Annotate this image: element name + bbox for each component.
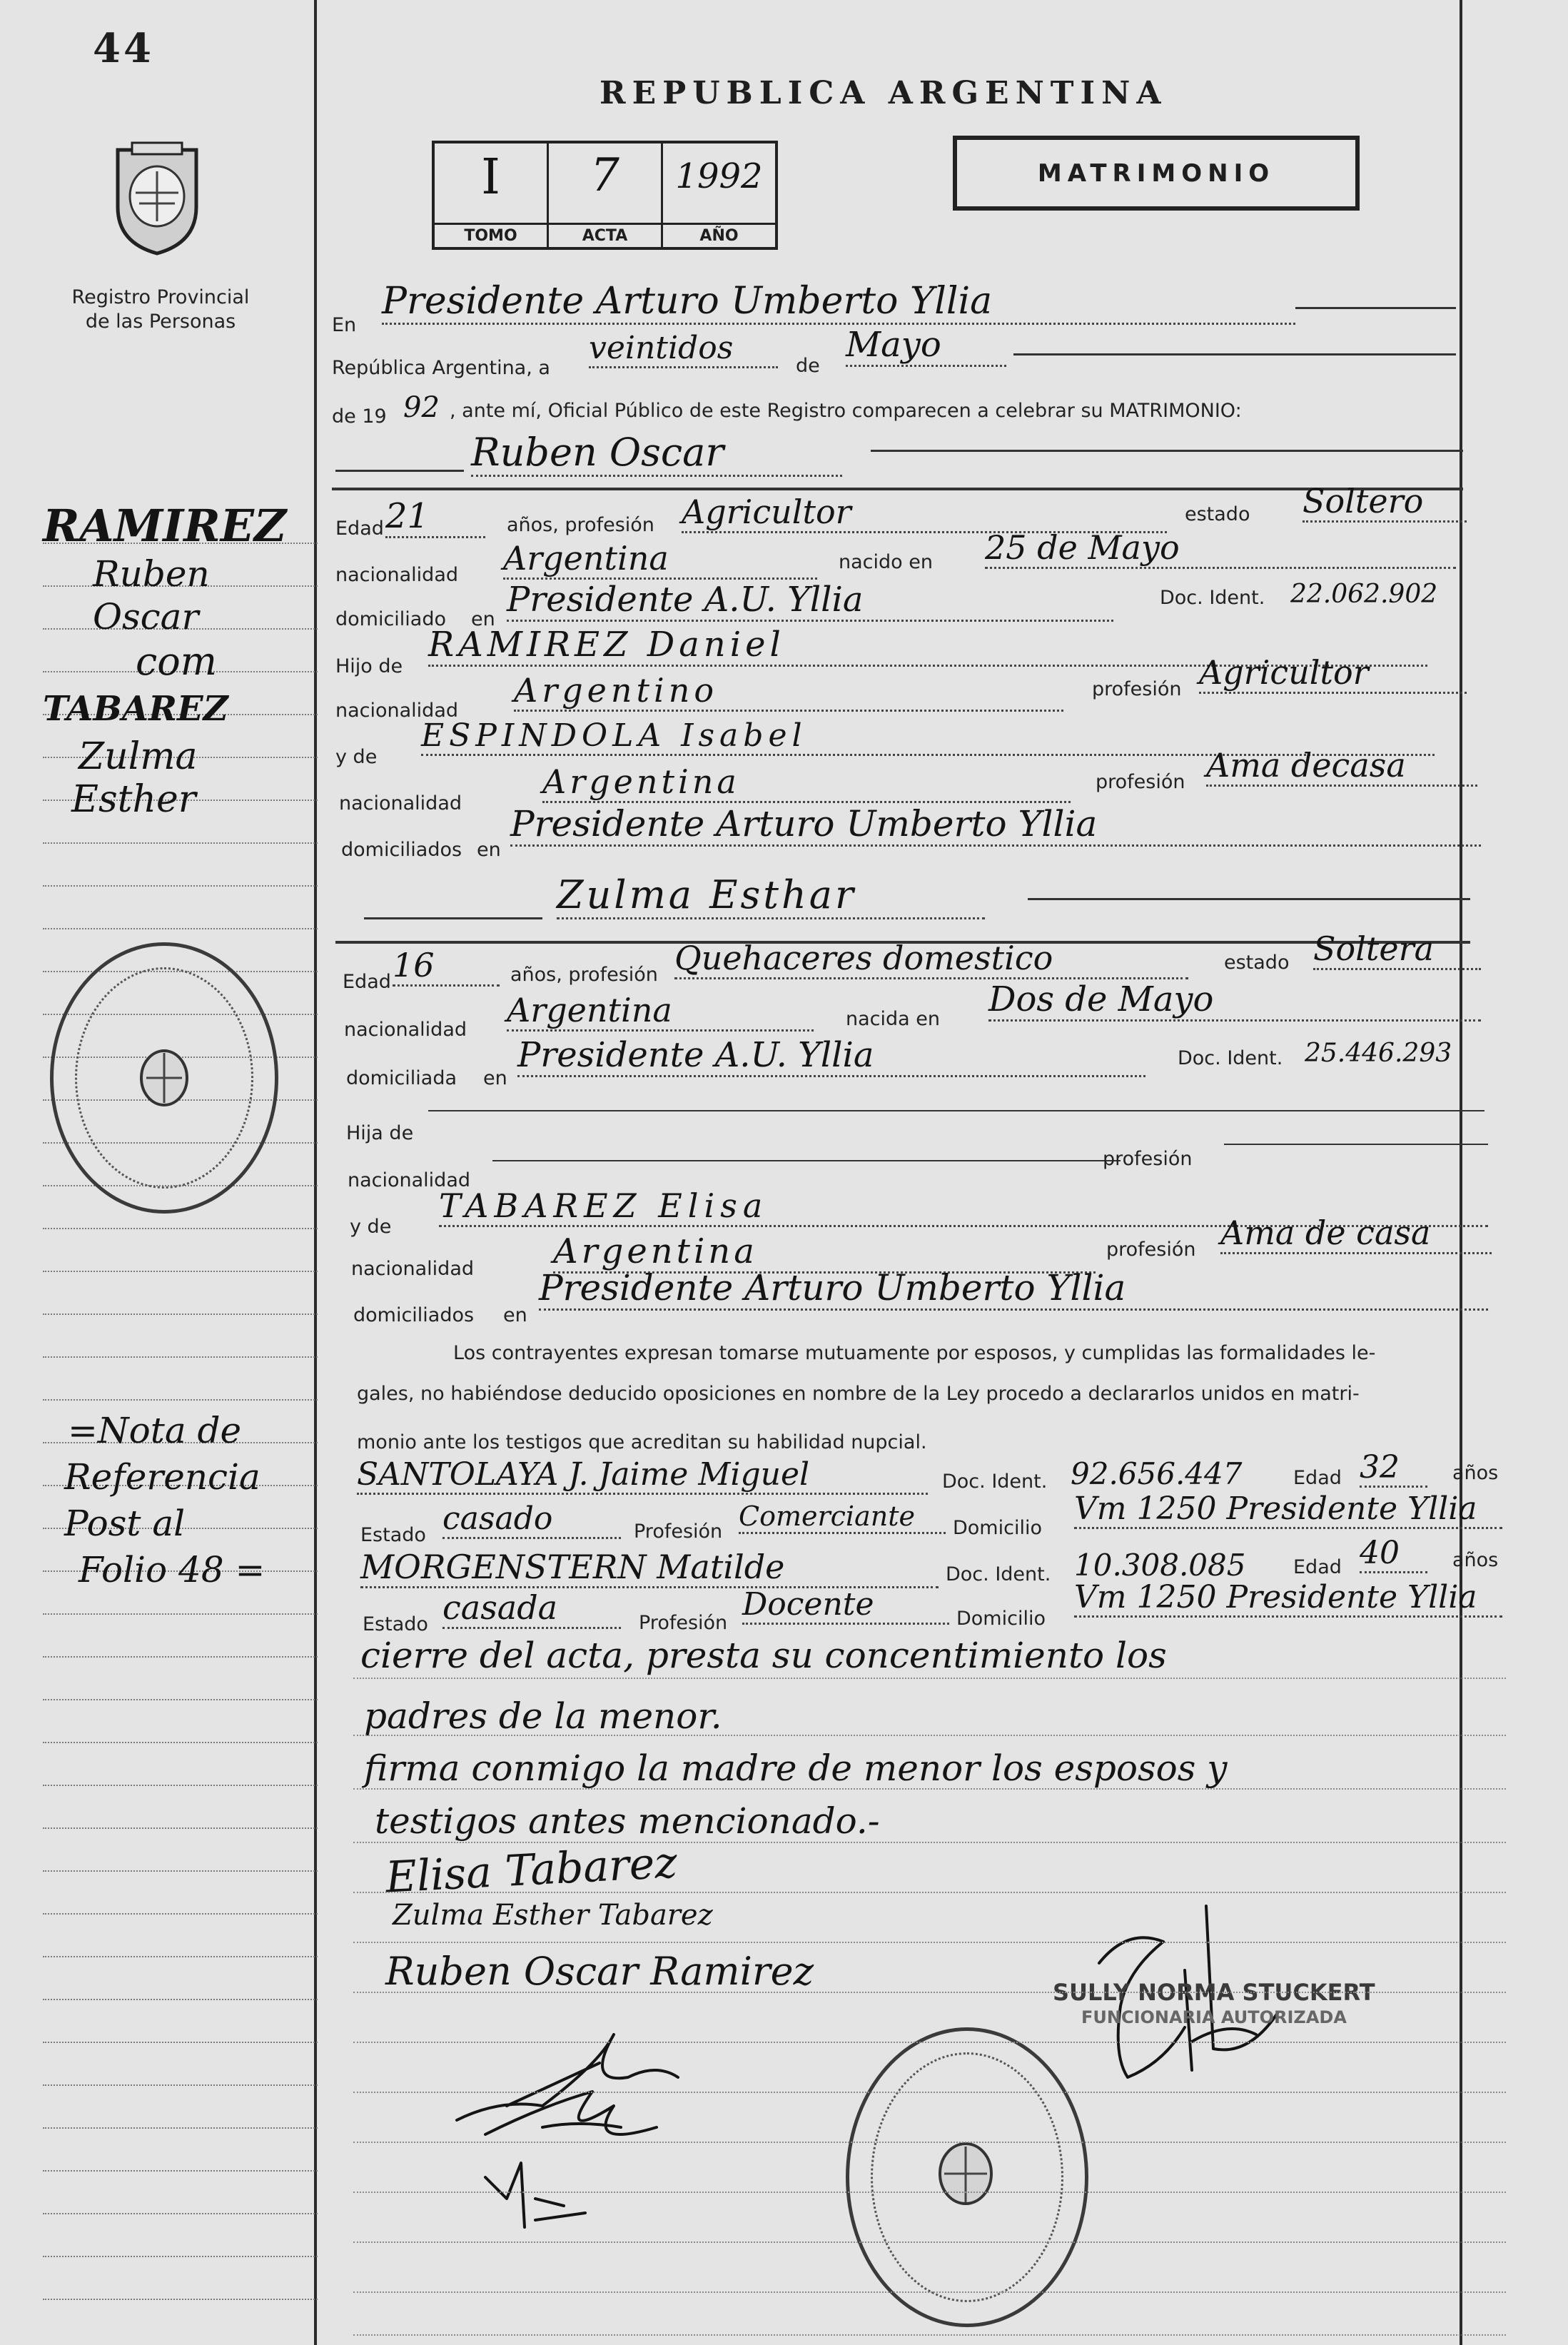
margin-ruled-line (43, 1785, 318, 1786)
body-ruled-line (353, 2241, 1506, 2243)
margin-ruled-line (43, 2084, 318, 2086)
year-suffix: 92 (403, 391, 440, 424)
groom-doc: 22.062.902 (1290, 580, 1438, 609)
groom-parents-en-label: en (477, 839, 501, 861)
witness-2-age-label: Edad (1293, 1556, 1342, 1578)
coat-of-arms-icon (934, 2138, 998, 2209)
groom-father-profession: Agricultor (1199, 653, 1467, 694)
witness-2-doc: 10.308.085 (1074, 1548, 1246, 1583)
acta-value: 7 (590, 149, 619, 202)
witness-2-name: MORGENSTERN Matilde (360, 1548, 939, 1588)
day-field: veintidos (589, 330, 778, 368)
groom-anos-profesion-label: años, profesión (507, 514, 654, 536)
bride-father-nationality-label: nacionalidad (348, 1169, 471, 1191)
groom-birthplace: 25 de Mayo (985, 528, 1456, 569)
intro-sentence: , ante mí, Oficial Público de este Registro comparecen a celebrar su MATRIMONIO: (450, 400, 1242, 422)
margin-round-stamp (50, 942, 278, 1214)
bride-domicile-label: domiciliada (346, 1067, 457, 1089)
margin-ruled-line (43, 1613, 318, 1615)
de-label: de (796, 355, 820, 377)
coat-of-arms-icon (136, 1046, 193, 1110)
margin-ruled-line (43, 1228, 318, 1229)
witness-2-anos-label: años (1452, 1549, 1499, 1571)
republica-label: República Argentina, a (332, 357, 550, 379)
body-ruled-line (353, 2334, 1506, 2336)
shield-icon (107, 136, 207, 257)
bride-age-label: Edad (343, 971, 391, 993)
body-ruled-line (353, 1678, 1506, 1679)
witness-1-domicile: Vm 1250 Presidente Yllia (1074, 1491, 1502, 1529)
signature-bride: Zulma Esther Tabarez (393, 1899, 713, 1932)
body-ruled-line (353, 1992, 1506, 1993)
witness-1-doc-label: Doc. Ident. (942, 1471, 1048, 1493)
margin-ruled-line (43, 2170, 318, 2172)
bride-father-profession-label: profesión (1103, 1148, 1193, 1170)
en-label: En (332, 314, 357, 336)
bride-doc-label: Doc. Ident. (1178, 1047, 1283, 1069)
margin-ruled-line (43, 1699, 318, 1700)
body-ruled-line (353, 1788, 1506, 1790)
bride-father-label: Hija de (346, 1122, 414, 1144)
margin-connector: com (136, 639, 217, 684)
bride-en-label: en (483, 1067, 507, 1089)
margin-ruled-line (43, 1827, 318, 1829)
witness-signature-scribble (442, 2020, 728, 2234)
body-ruled-line (353, 1842, 1506, 1843)
closing-line-4: testigos antes mencionado.- (375, 1800, 880, 1842)
witness-2-age: 40 (1360, 1535, 1427, 1573)
bride-mother-profession-label: profesión (1106, 1239, 1196, 1261)
bride-mother-profession: Ama de casa (1220, 1214, 1492, 1254)
body-ruled-line (353, 1735, 1506, 1736)
ano-value: 1992 (675, 156, 763, 196)
margin-name-zulma: Zulma (79, 735, 198, 778)
witness-1-age-label: Edad (1293, 1467, 1342, 1489)
margin-ruled-line (43, 1956, 318, 1957)
margin-name-oscar: Oscar (93, 596, 199, 637)
groom-father-nationality-label: nacionalidad (335, 700, 459, 722)
registry-seal (107, 136, 207, 257)
tomo-value: I (481, 149, 500, 206)
statement-line-1: Los contrayentes expresan tomarse mutuamente por esposos, y cumplidas las formalidades le- (453, 1342, 1376, 1364)
margin-ruled-line (43, 1399, 318, 1401)
margin-ruled-line (43, 2042, 318, 2043)
witness-1-profession-label: Profesión (634, 1521, 723, 1543)
witness-2-status: casada (442, 1588, 621, 1629)
bride-estado-label: estado (1224, 952, 1290, 974)
witness-1-status-label: Estado (360, 1524, 426, 1546)
margin-ruled-line (43, 1742, 318, 1743)
year-prefix: de 19 (332, 405, 387, 428)
margin-ruled-line (43, 2299, 318, 2300)
book-reference-table (432, 141, 778, 250)
margin-surname-groom: RAMIREZ (43, 500, 287, 552)
page-number: 44 (93, 25, 154, 72)
groom-mother-nationality-label: nacionalidad (339, 792, 462, 815)
bride-birthplace-label: nacida en (846, 1008, 940, 1030)
witness-1-name: SANTOLAYA J. Jaime Miguel (357, 1456, 928, 1495)
margin-name-esther: Esther (71, 778, 196, 821)
bride-nationality-label: nacionalidad (344, 1019, 467, 1041)
country-title: REPUBLICA ARGENTINA (600, 75, 1168, 111)
section-divider-groom (332, 488, 1463, 490)
witness-2-doc-label: Doc. Ident. (946, 1563, 1051, 1585)
tomo-label: TOMO (435, 223, 547, 247)
witness-1-doc: 92.656.447 (1071, 1456, 1243, 1491)
closing-line-1: cierre del acta, presta su concentimiento los (360, 1635, 1167, 1676)
bride-marital-status: Soltera (1313, 929, 1481, 970)
groom-parents-domicile: Presidente Arturo Umberto Yllia (510, 803, 1481, 847)
groom-estado-label: estado (1185, 503, 1250, 525)
bride-profession: Quehaceres domestico (674, 939, 1188, 979)
margin-ruled-line (43, 2256, 318, 2257)
groom-age-label: Edad (335, 518, 384, 540)
bride-mother-nationality-label: nacionalidad (351, 1258, 475, 1280)
margin-ruled-line (43, 1271, 318, 1272)
closing-line-2: padres de la menor. (364, 1695, 722, 1737)
bride-parents-domicile: Presidente Arturo Umberto Yllia (539, 1267, 1488, 1311)
official-title-stamp: FUNCIONARIA AUTORIZADA (1081, 2007, 1347, 2027)
margin-note-line-4: Folio 48 = (79, 1549, 265, 1590)
margin-ruled-line (43, 1913, 318, 1915)
margin-ruled-line (43, 1999, 318, 2000)
place-field: Presidente Arturo Umberto Yllia (382, 280, 1295, 325)
bride-mother-label: y de (350, 1216, 392, 1238)
ano-label: AÑO (663, 223, 775, 247)
registry-round-stamp (846, 2027, 1088, 2327)
witness-2-status-label: Estado (363, 1613, 428, 1635)
groom-doc-label: Doc. Ident. (1160, 587, 1265, 609)
bride-doc: 25.446.293 (1305, 1039, 1452, 1068)
margin-note-line-2: Referencia (64, 1456, 261, 1498)
groom-domicile: Presidente A.U. Yllia (507, 580, 1113, 622)
groom-birthplace-label: nacido en (839, 551, 933, 573)
signature-groom: Ruben Oscar Ramirez (385, 1949, 814, 1994)
groom-mother-label: y de (335, 746, 378, 768)
margin-note-line-1: =Nota de (68, 1410, 242, 1451)
body-ruled-line (353, 2192, 1506, 2193)
bride-name: Zulma Esthar (557, 872, 985, 919)
witness-1-status: casado (442, 1501, 621, 1539)
groom-father-name: RAMIREZ Daniel (428, 625, 1427, 667)
body-ruled-line (353, 1942, 1506, 1943)
margin-ruled-line (43, 842, 318, 844)
margin-ruled-line (43, 2127, 318, 2129)
doc-type-box: MATRIMONIO (953, 136, 1360, 211)
bride-birthplace: Dos de Mayo (988, 979, 1481, 1022)
margin-ruled-line (43, 928, 318, 929)
groom-father-profession-label: profesión (1092, 678, 1182, 700)
signature-mother: Elisa Tabarez (384, 1837, 679, 1903)
body-ruled-line (353, 2291, 1506, 2293)
groom-father-nationality: Argentino (514, 671, 1063, 712)
bride-domicile: Presidente A.U. Yllia (517, 1035, 1145, 1077)
witness-1-age: 32 (1360, 1449, 1427, 1488)
month-field: Mayo (846, 325, 1006, 367)
official-name-stamp: SULLY NORMA STUCKERT (1053, 1979, 1375, 2006)
bride-parents-domicile-label: domiciliados (353, 1304, 475, 1326)
groom-profession: Agricultor (682, 493, 1167, 533)
body-ruled-line (353, 1892, 1506, 1893)
groom-marital-status: Soltero (1303, 482, 1467, 523)
witness-2-domicile: Vm 1250 Presidente Yllia (1074, 1579, 1502, 1618)
witness-1-anos-label: años (1452, 1462, 1499, 1484)
bride-age: 16 (393, 946, 500, 987)
body-ruled-line (353, 2142, 1506, 2143)
witness-1-domicile-label: Domicilio (953, 1517, 1042, 1539)
groom-nationality-label: nacionalidad (335, 564, 459, 586)
body-ruled-line (353, 2092, 1506, 2093)
groom-nationality: Argentina (503, 539, 817, 580)
witness-2-profession: Docente (742, 1586, 949, 1625)
groom-mother-name: ESPINDOLA Isabel (421, 717, 1435, 756)
groom-age: 21 (385, 496, 485, 538)
groom-mother-profession: Ama decasa (1206, 746, 1477, 787)
margin-ruled-line (43, 1870, 318, 1872)
statement-line-3: monio ante los testigos que acreditan su habilidad nupcial. (357, 1431, 927, 1453)
groom-domicile-label: domiciliado (335, 608, 447, 630)
witness-2-domicile-label: Domicilio (956, 1608, 1046, 1630)
groom-mother-nationality: Argentina (542, 762, 1071, 803)
margin-surname-bride: TABAREZ (43, 689, 228, 729)
bride-parents-en-label: en (503, 1304, 527, 1326)
witness-1-profession: Comerciante (739, 1501, 946, 1534)
bride-nationality: Argentina (507, 991, 814, 1032)
margin-name-ruben: Ruben (93, 553, 210, 595)
acta-label: ACTA (549, 223, 661, 247)
margin-ruled-line (43, 2213, 318, 2214)
groom-mother-profession-label: profesión (1096, 771, 1185, 793)
closing-line-3: firma conmigo la madre de menor los esposos y (364, 1748, 1228, 1789)
statement-line-2: gales, no habiéndose deducido oposiciones en nombre de la Ley procedo a declararlos unidos en matri- (357, 1383, 1360, 1405)
groom-en-label: en (471, 608, 495, 630)
groom-father-label: Hijo de (335, 655, 403, 677)
groom-parents-domicile-label: domiciliados (341, 839, 462, 861)
margin-ruled-line (43, 1356, 318, 1358)
margin-ruled-line (43, 1313, 318, 1315)
margin-ruled-line (43, 885, 318, 887)
witness-2-profession-label: Profesión (639, 1612, 728, 1634)
groom-name: Ruben Oscar (471, 430, 842, 477)
bride-mother-name: TABAREZ Elisa (439, 1186, 1488, 1227)
margin-rule-right (1460, 0, 1462, 2345)
margin-rule-left (314, 0, 317, 2345)
registry-name: Registro Provincial de las Personas (71, 286, 250, 333)
bride-mother-nationality: Argentina (553, 1231, 1096, 1274)
margin-ruled-line (43, 1656, 318, 1658)
margin-note-line-3: Post al (64, 1503, 186, 1544)
body-ruled-line (353, 2042, 1506, 2043)
bride-anos-profesion-label: años, profesión (510, 964, 658, 986)
